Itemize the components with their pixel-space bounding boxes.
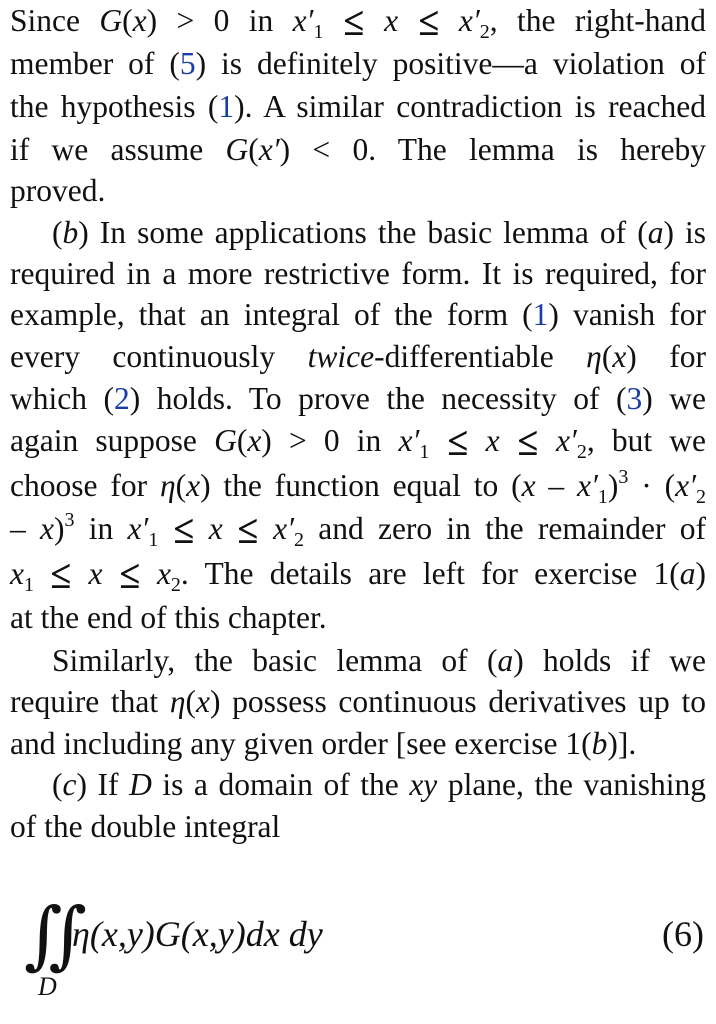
text-line: if we assume G(x′) < 0. The lemma is hereby xyxy=(10,132,707,167)
leq-symbol: ≤ xyxy=(517,419,539,464)
text-line: Similarly, the basic lemma of (a) holds if we xyxy=(52,643,706,678)
text-line: which (2) holds. To prove the necessity of (3) we xyxy=(10,381,706,416)
equation-ref-link[interactable]: 3 xyxy=(626,381,643,416)
leq-symbol: ≤ xyxy=(447,419,468,464)
equation-number: (6) xyxy=(662,914,704,954)
text-line: of the double integral xyxy=(10,809,281,844)
equation-ref-link[interactable]: 2 xyxy=(113,381,130,416)
text-line: – x)$^3$ in $x'_1 \le x \le x'_2$ and zero in the remainder of xyxy=(10,507,706,552)
double-integral-sign: ∬ xyxy=(24,895,74,977)
text-line: every continuously twice-differentiable η(x) for xyxy=(10,339,706,374)
text-line: require that η(x) possess continuous derivatives up to xyxy=(10,684,706,719)
leq-symbol: ≤ xyxy=(237,507,259,552)
leq-symbol: ≤ xyxy=(418,0,439,44)
leq-symbol: ≤ xyxy=(50,552,72,597)
equation-ref-link[interactable]: 5 xyxy=(179,46,196,81)
text-line: and including any given order [see exercise 1(b)]. xyxy=(10,726,637,761)
integrand: η(x,y)G(x,y)dx dy xyxy=(72,914,323,954)
text-line: again suppose G(x) > 0 in $x'_1 \le x \le x'_2$, but we xyxy=(10,419,707,464)
integral-domain: D xyxy=(38,972,57,1001)
text-line: member of (5) is definitely positive—a violation of xyxy=(10,46,706,81)
text-line: example, that an integral of the form (1) vanish for xyxy=(10,297,706,332)
text-line: $x_1 \le x \le x_2$. The details are left for exercise 1(a) xyxy=(10,552,707,597)
text-line: required in a more restrictive form. It is required, for xyxy=(10,256,706,291)
display-equation xyxy=(10,890,706,1010)
text-line: choose for η(x) the function equal to $(x - x'_1)^3 \cdot (x'_2$ xyxy=(10,466,707,508)
text-line: Since G(x) > 0 in $x'_1 \le x \le x'_2$, the right-hand xyxy=(10,0,707,44)
text-line: (c) If D is a domain of the xy plane, the vanishing xyxy=(52,767,706,802)
equation-ref-link[interactable]: 1 xyxy=(532,297,549,332)
leq-symbol: ≤ xyxy=(173,507,194,552)
leq-symbol: ≤ xyxy=(119,552,141,597)
text-line: at the end of this chapter. xyxy=(10,600,327,635)
leq-symbol: ≤ xyxy=(343,0,365,44)
text-line: proved. xyxy=(10,173,106,208)
equation-ref-link[interactable]: 1 xyxy=(218,89,235,124)
text-line: (b) In some applications the basic lemma of (a) is xyxy=(52,215,706,250)
text-line: the hypothesis (1). A similar contradiction is reached xyxy=(10,89,706,124)
